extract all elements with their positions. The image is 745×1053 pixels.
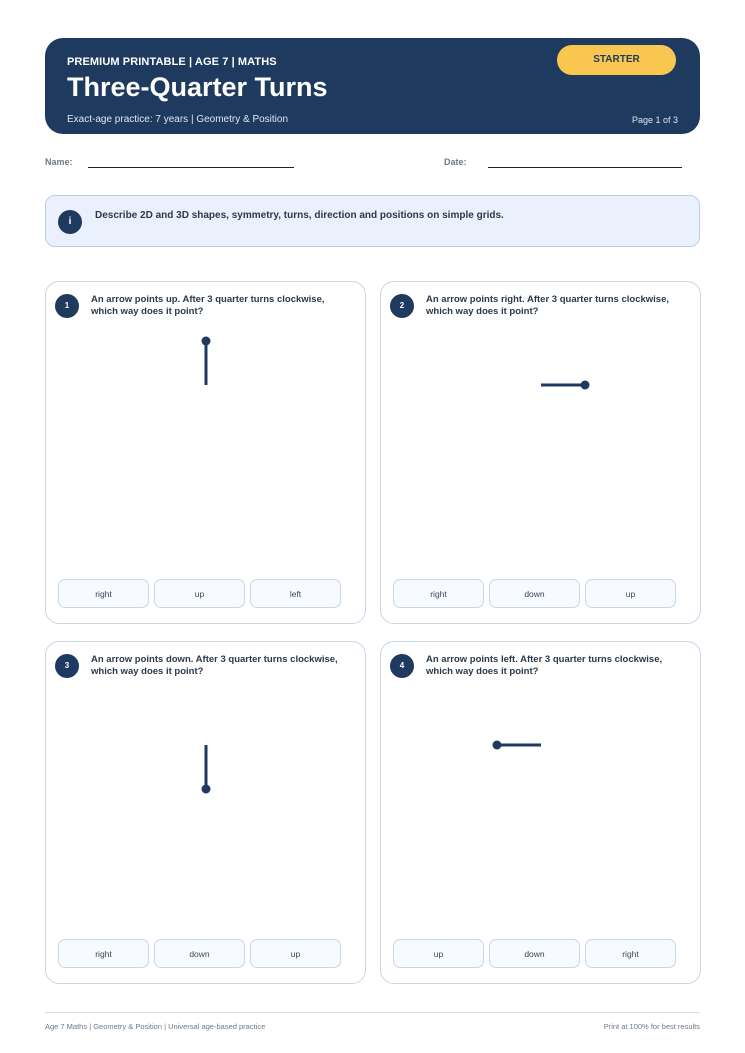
header-subtitle: Exact-age practice: 7 years | Geometry & Position [67, 114, 289, 125]
option-button[interactable]: right [585, 939, 676, 968]
question-card-2 [380, 281, 701, 624]
level-badge: STARTER [557, 45, 676, 75]
option-button[interactable]: left [250, 579, 341, 608]
option-button[interactable]: right [393, 579, 484, 608]
question-number: 3 [55, 654, 79, 678]
option-button[interactable]: up [250, 939, 341, 968]
question-card-1 [45, 281, 366, 624]
option-button[interactable]: down [154, 939, 245, 968]
arrow-diagram [46, 282, 367, 572]
question-number: 2 [390, 294, 414, 318]
arrow-diagram [381, 282, 702, 572]
arrow-down-icon [202, 745, 211, 794]
arrow-diagram [381, 642, 702, 932]
question-number: 1 [55, 294, 79, 318]
header-eyebrow: PREMIUM PRINTABLE | AGE 7 | MATHS [67, 56, 277, 68]
option-button[interactable]: right [58, 939, 149, 968]
footer-divider [45, 1012, 700, 1013]
option-button[interactable]: up [585, 579, 676, 608]
date-label: Date: [444, 157, 467, 167]
info-icon: i [58, 210, 82, 234]
footer-left-text: Age 7 Maths | Geometry & Position | Universal age-based practice [45, 1022, 266, 1031]
footer-right-text: Print at 100% for best results [603, 1022, 700, 1031]
arrow-up-icon [202, 337, 211, 386]
question-card-4 [380, 641, 701, 984]
question-text: An arrow points down. After 3 quarter turns clockwise, which way does it point? [91, 654, 338, 677]
question-card-3 [45, 641, 366, 984]
question-text: An arrow points up. After 3 quarter turns clockwise, which way does it point? [91, 294, 325, 317]
option-button[interactable]: right [58, 579, 149, 608]
worksheet-header [45, 38, 700, 134]
name-label: Name: [45, 157, 73, 167]
arrow-right-icon [541, 381, 590, 390]
info-text: Describe 2D and 3D shapes, symmetry, turns, direction and positions on simple grids. [95, 210, 504, 221]
page-number: Page 1 of 3 [631, 115, 678, 125]
arrow-diagram [46, 642, 367, 932]
option-button[interactable]: down [489, 939, 580, 968]
question-text: An arrow points left. After 3 quarter turns clockwise, which way does it point? [426, 654, 663, 677]
date-line[interactable] [488, 167, 682, 168]
option-button[interactable]: up [393, 939, 484, 968]
option-button[interactable]: up [154, 579, 245, 608]
option-button[interactable]: down [489, 579, 580, 608]
name-line[interactable] [88, 167, 294, 168]
page-title: Three-Quarter Turns [67, 72, 328, 102]
info-box [45, 195, 700, 247]
question-text: An arrow points right. After 3 quarter turns clockwise, which way does it point? [426, 294, 669, 317]
arrow-left-icon [493, 741, 542, 750]
question-number: 4 [390, 654, 414, 678]
